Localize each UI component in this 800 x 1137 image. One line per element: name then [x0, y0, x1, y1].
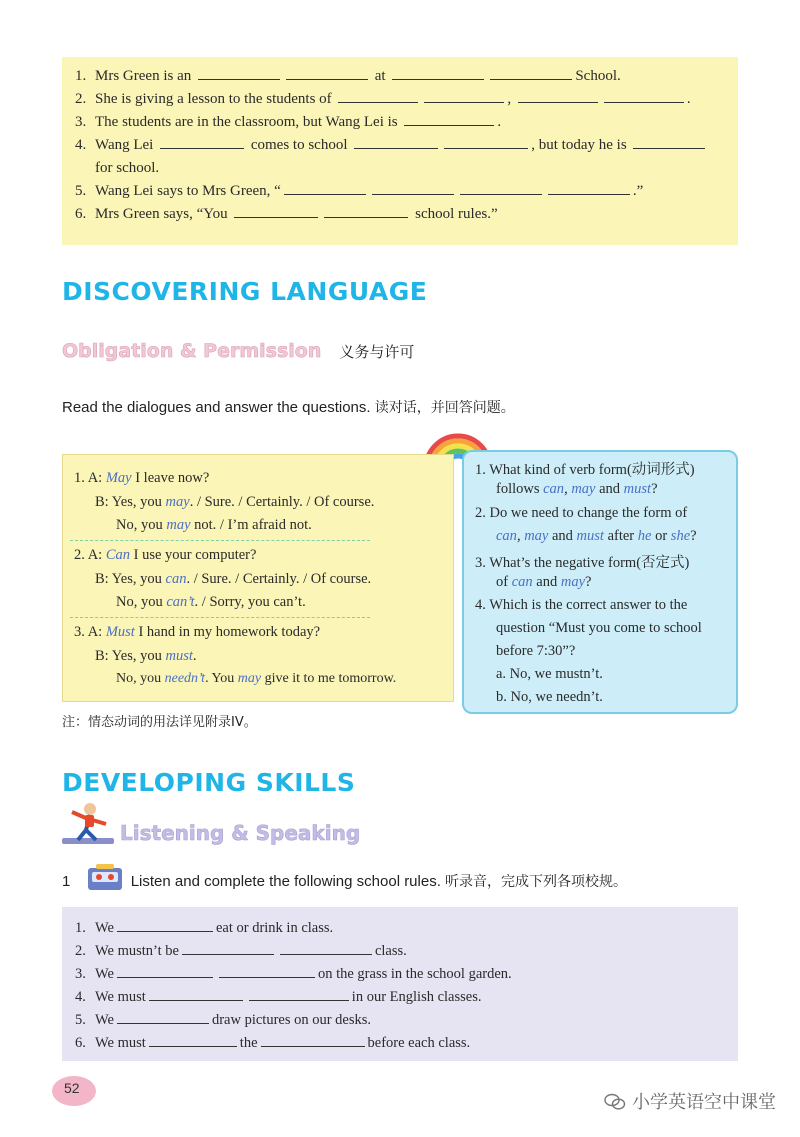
rule-item-3: 3. We on the grass in the school garden.: [75, 966, 512, 982]
question-4-option-b: b. No, we needn’t.: [496, 689, 603, 705]
answer-blank[interactable]: [198, 67, 280, 80]
answer-blank[interactable]: [460, 182, 542, 195]
answer-blank[interactable]: [392, 67, 484, 80]
question-1-line-1: 1. What kind of verb form(动词形式): [475, 462, 695, 478]
cassette-player-icon: [86, 862, 124, 892]
answer-blank[interactable]: [117, 919, 213, 932]
answer-blank[interactable]: [518, 90, 598, 103]
question-4-option-a: a. No, we mustn’t.: [496, 666, 603, 682]
answer-blank[interactable]: [338, 90, 418, 103]
watermark: [604, 1088, 776, 1114]
exercise-item-3: 3. The students are in the classroom, but Wang Lei is .: [75, 114, 502, 130]
dialogue-3-b: B: Yes, you must.: [95, 648, 197, 664]
answer-blank[interactable]: [117, 965, 213, 978]
answer-blank[interactable]: [633, 136, 705, 149]
dialogue-2-b: B: Yes, you can. / Sure. / Certainly. / Of course.: [95, 571, 372, 587]
exercise-item-5: 5. Wang Lei says to Mrs Green, “ .”: [75, 183, 644, 199]
answer-blank[interactable]: [444, 136, 528, 149]
answer-blank[interactable]: [149, 988, 243, 1001]
dialogue-2-c: No, you can’t. / Sorry, you can’t.: [116, 594, 306, 610]
answer-blank[interactable]: [117, 1011, 209, 1024]
answer-blank[interactable]: [280, 942, 372, 955]
answer-blank[interactable]: [354, 136, 438, 149]
answer-blank[interactable]: [261, 1034, 365, 1047]
answer-blank[interactable]: [219, 965, 315, 978]
dialogue-divider: [70, 617, 370, 618]
answer-blank[interactable]: [286, 67, 368, 80]
exercise-item-6: 6. Mrs Green says, “You school rules.”: [75, 206, 498, 222]
discovering-language-heading: DISCOVERING LANGUAGE: [62, 277, 428, 306]
exercise-item-1: 1. Mrs Green is an at School.: [75, 68, 621, 84]
exercise-item-4: 4. Wang Lei comes to school , but today he is: [75, 134, 708, 157]
answer-blank[interactable]: [604, 90, 684, 103]
appendix-note: 注：情态动词的用法详见附录IV。: [62, 715, 257, 730]
rule-item-2: 2. We mustn’t be class.: [75, 943, 407, 959]
answer-blank[interactable]: [249, 988, 349, 1001]
obligation-subheading-text: Obligation & Permission: [62, 340, 322, 362]
top-exercise-list: [75, 65, 708, 226]
answer-blank[interactable]: [372, 182, 454, 195]
dialogue-1-a: 1. A: May I leave now?: [74, 470, 210, 486]
answer-blank[interactable]: [424, 90, 504, 103]
question-3-line-2: of can and may?: [496, 574, 592, 590]
watermark-text: 小学英语空中课堂: [632, 1092, 776, 1113]
answer-blank[interactable]: [490, 67, 572, 80]
exercise-item-4-continuation: for school.: [95, 160, 160, 176]
page-number: 52: [52, 1076, 96, 1106]
question-1-line-2: follows can, may and must?: [496, 481, 658, 497]
rule-item-4: 4. We must in our English classes.: [75, 989, 482, 1005]
dialogue-1-c: No, you may not. / I’m afraid not.: [116, 517, 312, 533]
listening-task-1: 1 Listen and complete the following school rules. 听录音，完成下列各项校规。: [62, 873, 628, 890]
question-3-line-1: 3. What’s the negative form(否定式): [475, 555, 690, 571]
answer-blank[interactable]: [182, 942, 274, 955]
dialogue-1-b: B: Yes, you may. / Sure. / Certainly. / Of course.: [95, 494, 375, 510]
answer-blank[interactable]: [284, 182, 366, 195]
question-2-line-1: 2. Do we need to change the form of: [475, 505, 688, 521]
answer-blank[interactable]: [324, 205, 408, 218]
answer-blank[interactable]: [404, 113, 494, 126]
dancing-kid-icon: [60, 800, 116, 846]
answer-blank[interactable]: [548, 182, 630, 195]
dialogue-2-a: 2. A: Can I use your computer?: [74, 547, 257, 563]
developing-skills-heading: DEVELOPING SKILLS: [62, 768, 356, 797]
school-rules-list: [75, 917, 512, 1055]
discovering-instruction: Read the dialogues and answer the questions. 读对话，并回答问题。: [62, 399, 515, 416]
rule-item-5: 5. We draw pictures on our desks.: [75, 1012, 372, 1028]
wechat-icon: [604, 1093, 626, 1111]
dialogue-3-c: No, you needn’t. You may give it to me tomorrow.: [116, 671, 397, 686]
question-2-line-2: can, may and must after he or she?: [496, 528, 697, 544]
obligation-subheading-cn: 义务与许可: [339, 343, 415, 361]
rule-item-1: 1. We eat or drink in class.: [75, 920, 334, 936]
answer-blank[interactable]: [234, 205, 318, 218]
dialogue-3-a: 3. A: Must I hand in my homework today?: [74, 624, 321, 640]
exercise-item-2: 2. She is giving a lesson to the students of , .: [75, 91, 691, 107]
question-4-line-3: before 7:30”?: [496, 643, 576, 659]
question-4-line-1: 4. Which is the correct answer to the: [475, 597, 688, 613]
dialogue-divider: [70, 540, 370, 541]
answer-blank[interactable]: [149, 1034, 237, 1047]
obligation-subheading: [62, 340, 414, 362]
rule-item-6: 6. We must the before each class.: [75, 1035, 471, 1051]
listening-speaking-subheading: Listening & Speaking: [120, 821, 361, 845]
answer-blank[interactable]: [160, 136, 244, 149]
question-4-line-2: question “Must you come to school: [496, 620, 702, 636]
